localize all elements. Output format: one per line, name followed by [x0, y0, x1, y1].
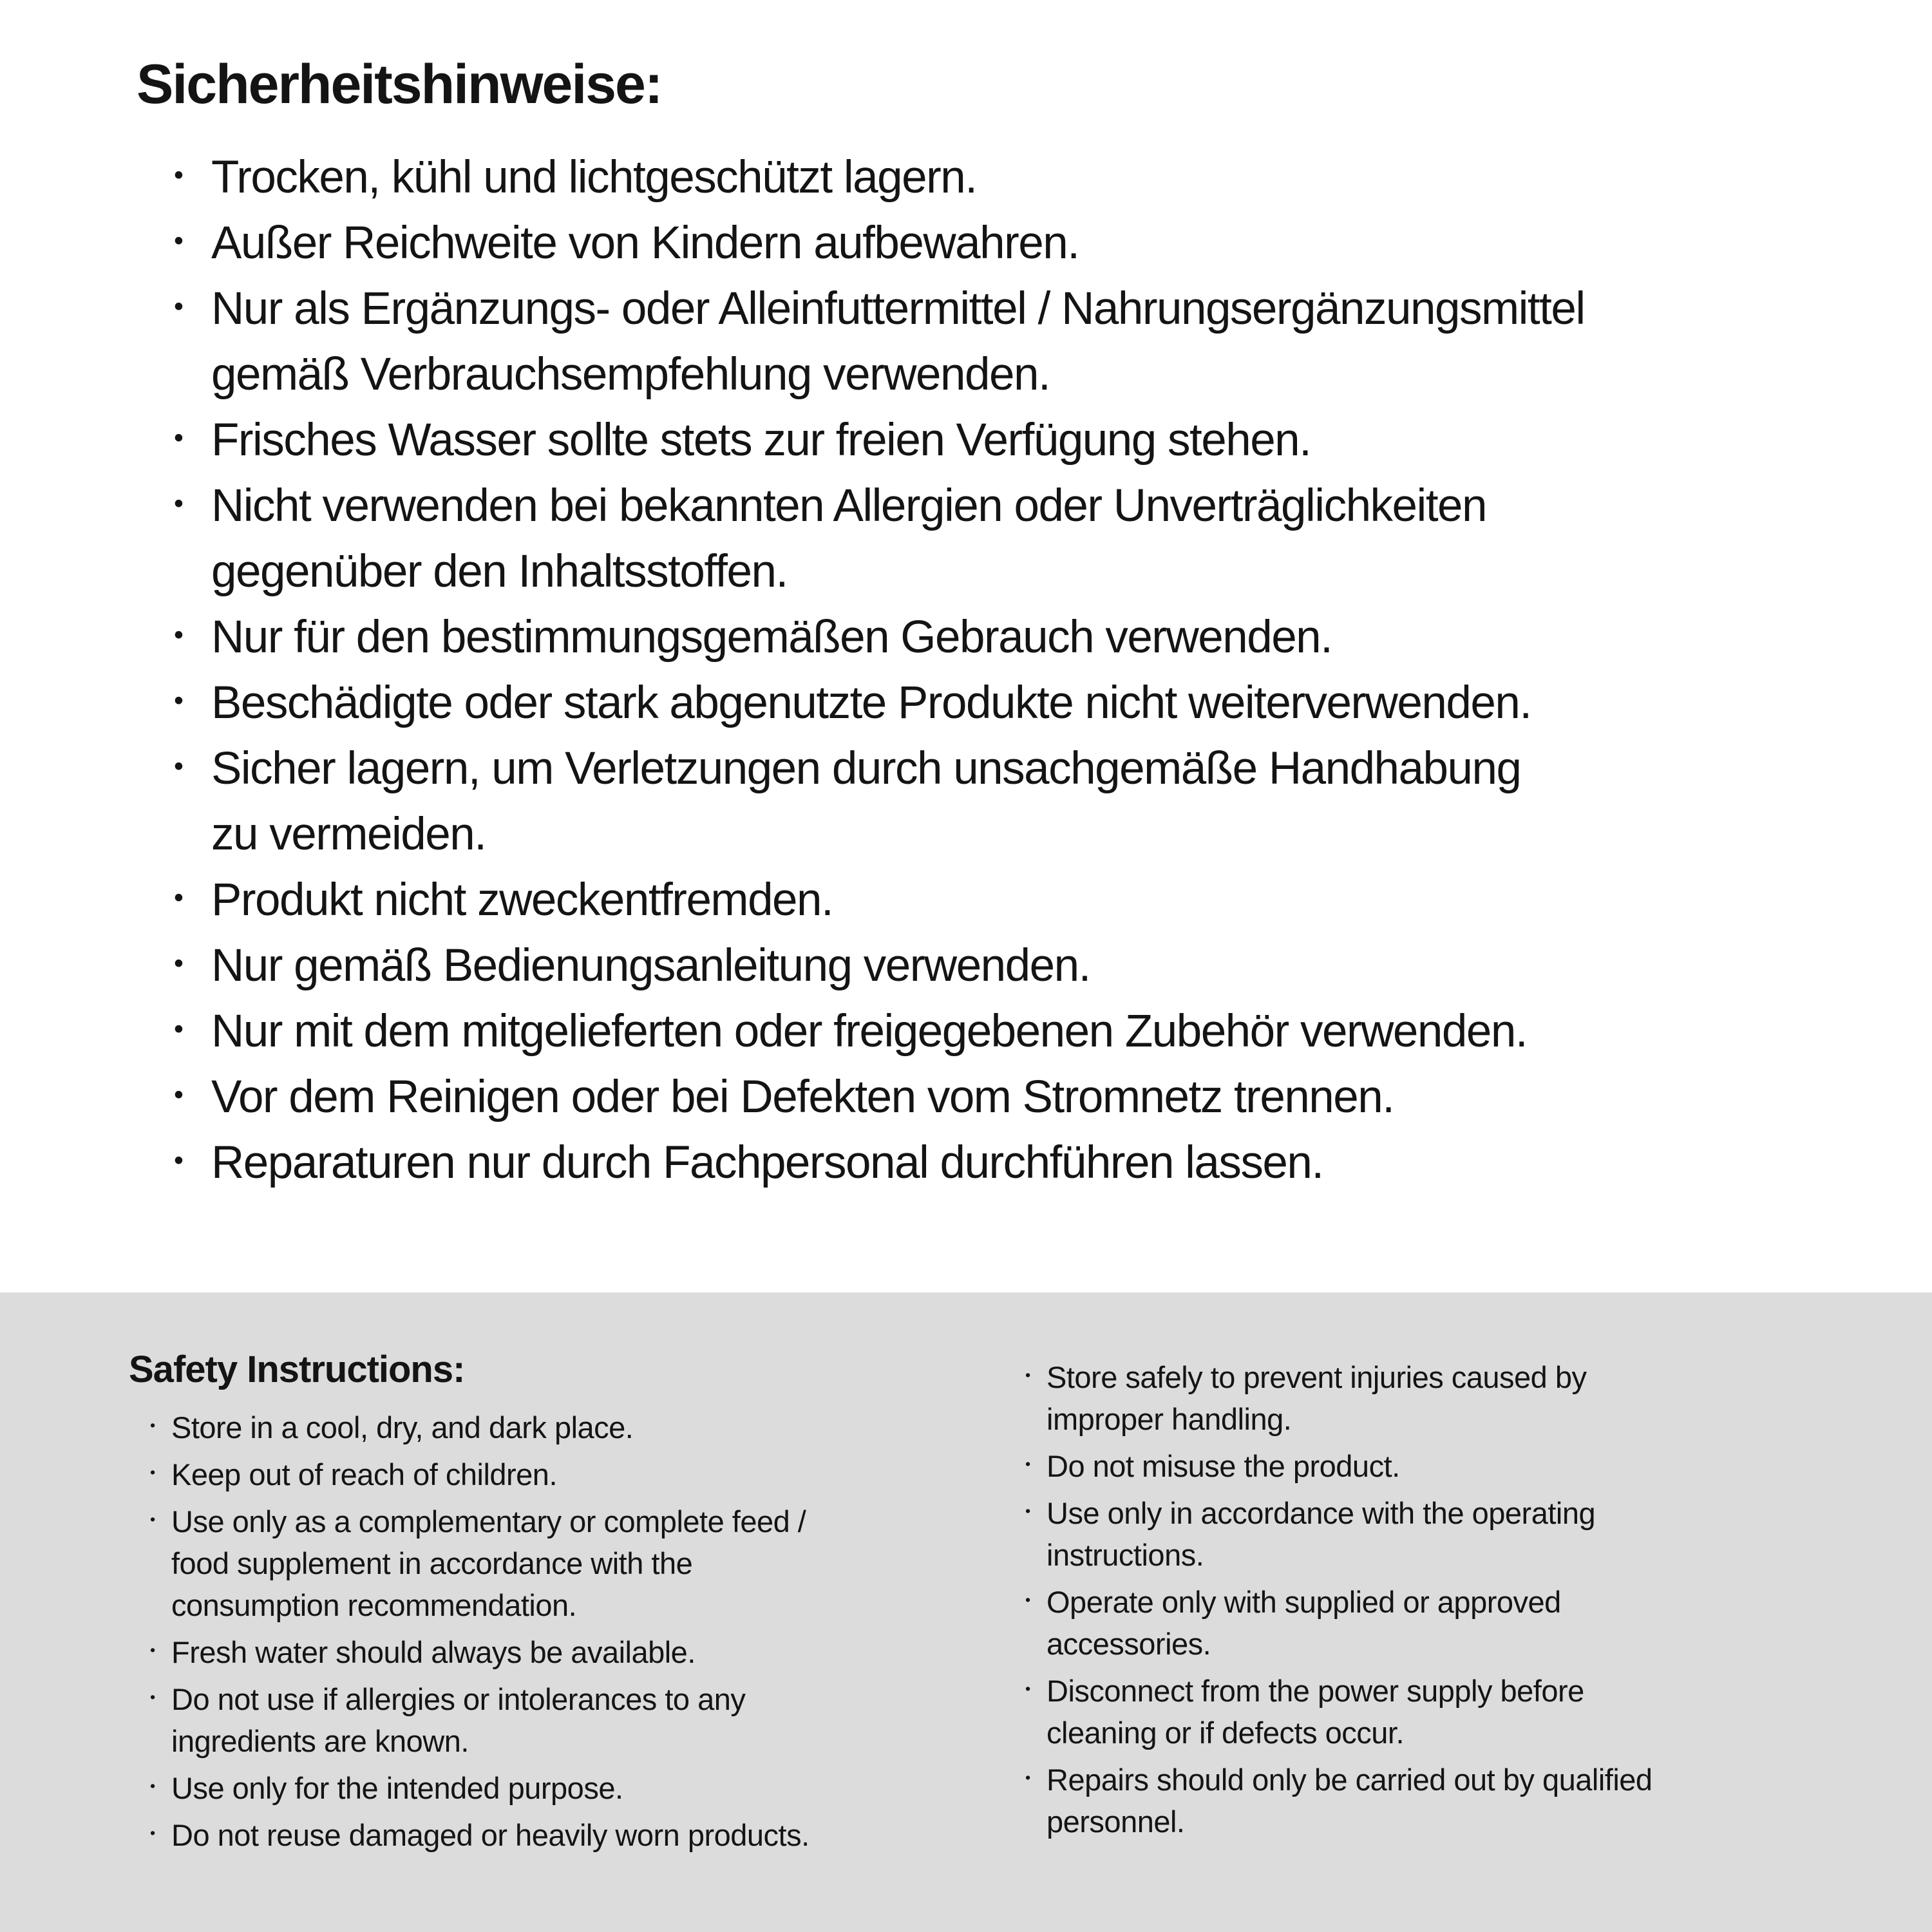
- bullet-icon: •: [1025, 1769, 1030, 1786]
- item-text: Nur mit dem mitgelieferten oder freigegebenen Zubehör verwenden.: [211, 1006, 1528, 1057]
- list-item: [174, 145, 1585, 211]
- item-text: Nur für den bestimmungsgemäßen Gebrauch verwenden.: [211, 612, 1332, 663]
- bullet-icon: •: [174, 685, 183, 716]
- item-text: Keep out of reach of children.: [171, 1457, 558, 1492]
- list-item: [174, 211, 1585, 276]
- bullet-icon: •: [150, 1824, 155, 1841]
- list-item: [174, 670, 1585, 736]
- bullet-icon: •: [174, 291, 183, 322]
- list-item: [174, 933, 1585, 999]
- item-text: Reparaturen nur durch Fachpersonal durchführen lassen.: [211, 1137, 1323, 1188]
- bullet-icon: •: [174, 948, 183, 979]
- bullet-icon: •: [174, 422, 183, 453]
- bullet-icon: •: [1025, 1680, 1030, 1697]
- bullet-icon: •: [174, 488, 183, 519]
- list-item: [174, 1130, 1585, 1196]
- item-text: Produkt nicht zweckentfremden.: [211, 875, 833, 925]
- list-item: [150, 1631, 810, 1673]
- list-item: [150, 1454, 810, 1495]
- bullet-icon: •: [150, 1511, 155, 1528]
- list-item: [1025, 1356, 1653, 1440]
- list-item: [174, 473, 1585, 605]
- item-text: Nicht verwenden bei bekannten Allergien oder Unverträglichkeiten gegenüber den Inhaltsstoffen.: [211, 480, 1487, 597]
- item-text: Use only in accordance with the operating instructions.: [1046, 1496, 1596, 1572]
- list-item: [174, 408, 1585, 473]
- list-item: [150, 1767, 810, 1809]
- bullet-icon: •: [174, 225, 183, 256]
- item-text: Repairs should only be carried out by qualified personnel.: [1046, 1763, 1653, 1839]
- item-text: Trocken, kühl und lichtgeschützt lagern.: [211, 152, 977, 203]
- item-text: Nur gemäß Bedienungsanleitung verwenden.: [211, 940, 1090, 991]
- item-text: Nur als Ergänzungs- oder Alleinfuttermittel / Nahrungsergänzungsmittel gemäß Verbrauchsempfehlung verwenden.: [211, 283, 1585, 400]
- item-text: Disconnect from the power supply before cleaning or if defects occur.: [1046, 1674, 1584, 1750]
- item-text: Fresh water should always be available.: [171, 1635, 696, 1669]
- bullet-icon: •: [1025, 1591, 1030, 1608]
- list-item: [174, 999, 1585, 1065]
- german-safety-list: [174, 145, 1585, 1196]
- list-item: [174, 736, 1585, 867]
- english-safety-list-right: [1025, 1356, 1653, 1848]
- item-text: Do not reuse damaged or heavily worn products.: [171, 1818, 810, 1852]
- item-text: Frisches Wasser sollte stets zur freien Verfügung stehen.: [211, 415, 1311, 466]
- bullet-icon: •: [150, 1642, 155, 1658]
- item-text: Sicher lagern, um Verletzungen durch unsachgemäße Handhabung zu vermeiden.: [211, 743, 1521, 860]
- item-text: Use only for the intended purpose.: [171, 1771, 623, 1805]
- list-item: [174, 276, 1585, 408]
- item-text: Beschädigte oder stark abgenutzte Produkte nicht weiterverwenden.: [211, 677, 1531, 728]
- bullet-icon: •: [174, 1079, 183, 1110]
- list-item: [174, 1065, 1585, 1130]
- bullet-icon: •: [1025, 1502, 1030, 1519]
- english-section: [0, 1293, 1932, 1932]
- bullet-icon: •: [174, 751, 183, 782]
- list-item: [1025, 1445, 1653, 1487]
- item-text: Do not misuse the product.: [1046, 1449, 1400, 1483]
- english-heading: Safety Instructions:: [129, 1349, 465, 1390]
- bullet-icon: •: [174, 1014, 183, 1045]
- bullet-icon: •: [150, 1464, 155, 1481]
- item-text: Use only as a complementary or complete feed / food supplement in accordance with the consumption recommendation.: [171, 1504, 806, 1622]
- bullet-icon: •: [150, 1417, 155, 1434]
- list-item: [174, 867, 1585, 933]
- item-text: Vor dem Reinigen oder bei Defekten vom Stromnetz trennen.: [211, 1072, 1394, 1122]
- list-item: [1025, 1581, 1653, 1665]
- bullet-icon: •: [1025, 1455, 1030, 1472]
- bullet-icon: •: [1025, 1367, 1030, 1383]
- item-text: Store safely to prevent injuries caused by improper handling.: [1046, 1360, 1587, 1436]
- bullet-icon: •: [174, 160, 183, 191]
- list-item: [1025, 1492, 1653, 1576]
- list-item: [1025, 1670, 1653, 1754]
- bullet-icon: •: [150, 1777, 155, 1794]
- list-item: [150, 1406, 810, 1448]
- list-item: [150, 1501, 810, 1626]
- bullet-icon: •: [174, 882, 183, 913]
- list-item: [174, 605, 1585, 670]
- english-safety-list-left: [150, 1406, 810, 1861]
- list-item: [150, 1678, 810, 1762]
- german-heading: Sicherheitshinweise:: [137, 53, 662, 115]
- list-item: [150, 1814, 810, 1856]
- bullet-icon: •: [174, 620, 183, 650]
- bullet-icon: •: [174, 1145, 183, 1176]
- bullet-icon: •: [150, 1689, 155, 1705]
- item-text: Außer Reichweite von Kindern aufbewahren.: [211, 218, 1079, 269]
- item-text: Do not use if allergies or intolerances to any ingredients are known.: [171, 1682, 746, 1758]
- item-text: Store in a cool, dry, and dark place.: [171, 1410, 634, 1444]
- list-item: [1025, 1759, 1653, 1842]
- item-text: Operate only with supplied or approved accessories.: [1046, 1585, 1561, 1661]
